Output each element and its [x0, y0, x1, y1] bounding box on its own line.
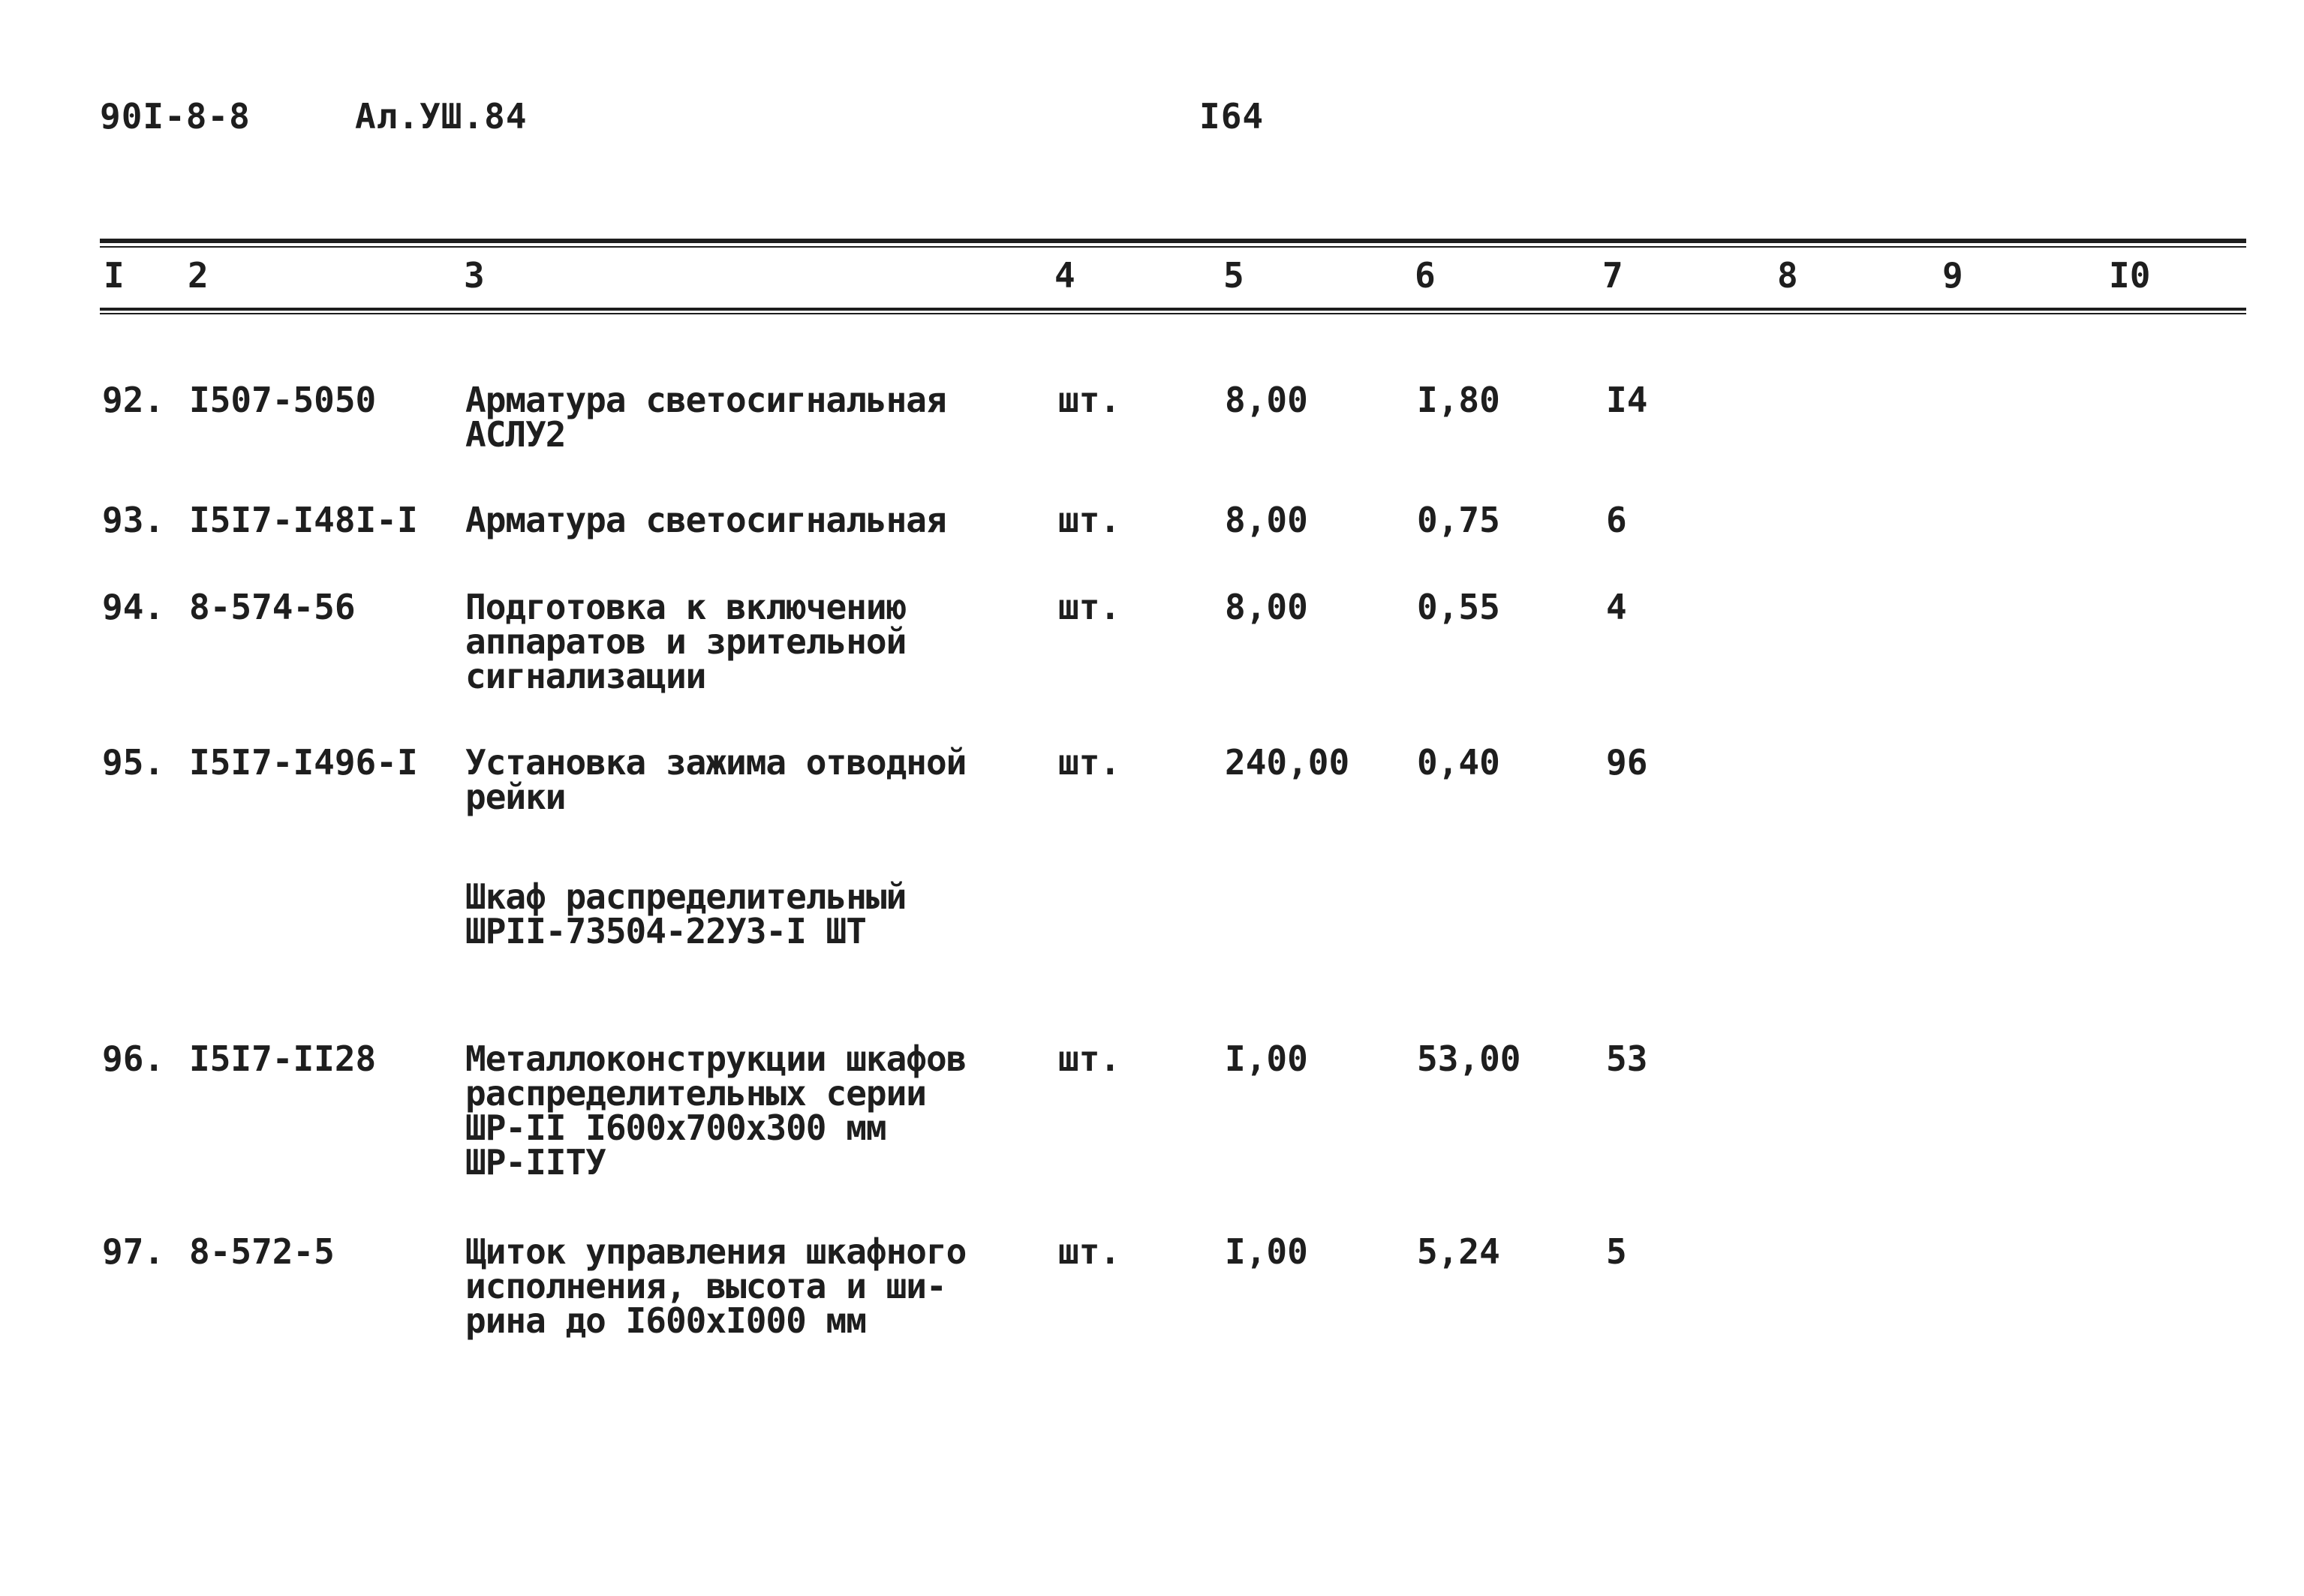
row-description-line: рина до I600хI000 мм: [465, 1300, 866, 1341]
row-code: I5I7-II28: [189, 1038, 377, 1079]
section-heading: [465, 876, 1036, 951]
row-code: 8-574-56: [189, 587, 356, 627]
row-description-line: Щиток управления шкафного: [465, 1231, 967, 1272]
row-number: 97.: [102, 1231, 165, 1272]
row-description-line: ШР-II I600х700х300 мм: [465, 1108, 886, 1148]
row-description: [465, 742, 1036, 817]
row-norm: 0,75: [1417, 500, 1500, 540]
row-norm: 53,00: [1417, 1038, 1521, 1079]
row-description-line: ШРII-73504-22УЗ-I ШТ: [465, 911, 866, 951]
row-quantity: 240,00: [1225, 742, 1350, 783]
row-description-line: распределительных серии: [465, 1073, 926, 1114]
row-quantity: 8,00: [1225, 587, 1308, 627]
row-description: [465, 1231, 1036, 1341]
row-total: 53: [1606, 1038, 1648, 1079]
row-quantity: 8,00: [1225, 500, 1308, 540]
row-description: [465, 587, 1036, 696]
row-total: I4: [1606, 380, 1648, 420]
row-description-line: Установка зажима отводной: [465, 742, 967, 783]
row-number: 92.: [102, 380, 165, 420]
row-code: I507-5050: [189, 380, 377, 420]
column-header: I0: [2109, 255, 2151, 296]
row-description-line: Арматура светосигнальная: [465, 500, 946, 540]
row-description-line: исполнения, высота и ши-: [465, 1266, 946, 1306]
row-description-line: рейки: [465, 777, 566, 817]
column-header: 4: [1054, 255, 1075, 296]
row-unit: шт.: [1058, 380, 1121, 420]
row-code: I5I7-I496-I: [189, 742, 418, 783]
column-header: I: [104, 255, 125, 296]
row-description-line: Металлоконструкции шкафов: [465, 1038, 967, 1079]
column-header: 6: [1415, 255, 1436, 296]
table-header-bottom-rule: [100, 308, 2246, 311]
row-description-line: АСЛУ2: [465, 414, 566, 455]
row-quantity: I,00: [1225, 1038, 1308, 1079]
row-description-line: сигнализации: [465, 656, 706, 696]
row-norm: 0,55: [1417, 587, 1500, 627]
row-number: 96.: [102, 1038, 165, 1079]
row-total: 4: [1606, 587, 1627, 627]
page-number: I64: [1199, 96, 1265, 137]
table-top-rule-thin: [100, 246, 2246, 248]
row-description-line: Подготовка к включению: [465, 587, 907, 627]
row-description: [465, 500, 1036, 540]
table-header-bottom-rule-thin: [100, 313, 2246, 314]
document-code: 90I-8-8: [100, 96, 251, 137]
row-number: 94.: [102, 587, 165, 627]
row-code: 8-572-5: [189, 1231, 335, 1272]
row-unit: шт.: [1058, 1231, 1121, 1272]
row-norm: 0,40: [1417, 742, 1500, 783]
row-number: 93.: [102, 500, 165, 540]
row-description: [465, 380, 1036, 455]
row-number: 95.: [102, 742, 165, 783]
row-description-line: аппаратов и зрительной: [465, 621, 907, 662]
row-description-line: ШР-IIТУ: [465, 1142, 606, 1183]
row-unit: шт.: [1058, 587, 1121, 627]
row-total: 5: [1606, 1231, 1627, 1272]
column-header: 8: [1777, 255, 1798, 296]
row-code: I5I7-I48I-I: [189, 500, 418, 540]
row-quantity: I,00: [1225, 1231, 1308, 1272]
album-reference: Ал.УШ.84: [355, 96, 528, 137]
table-top-rule: [100, 239, 2246, 243]
row-description-line: Арматура светосигнальная: [465, 380, 946, 420]
column-header: 5: [1223, 255, 1244, 296]
column-header: 3: [464, 255, 485, 296]
row-norm: 5,24: [1417, 1231, 1500, 1272]
row-norm: I,80: [1417, 380, 1500, 420]
row-total: 96: [1606, 742, 1648, 783]
column-header: 2: [188, 255, 209, 296]
row-quantity: 8,00: [1225, 380, 1308, 420]
row-unit: шт.: [1058, 742, 1121, 783]
column-header: 9: [1942, 255, 1963, 296]
column-header: 7: [1602, 255, 1623, 296]
row-total: 6: [1606, 500, 1627, 540]
row-description-line: Шкаф распределительный: [465, 876, 907, 917]
row-unit: шт.: [1058, 500, 1121, 540]
row-description: [465, 1038, 1036, 1183]
row-unit: шт.: [1058, 1038, 1121, 1079]
